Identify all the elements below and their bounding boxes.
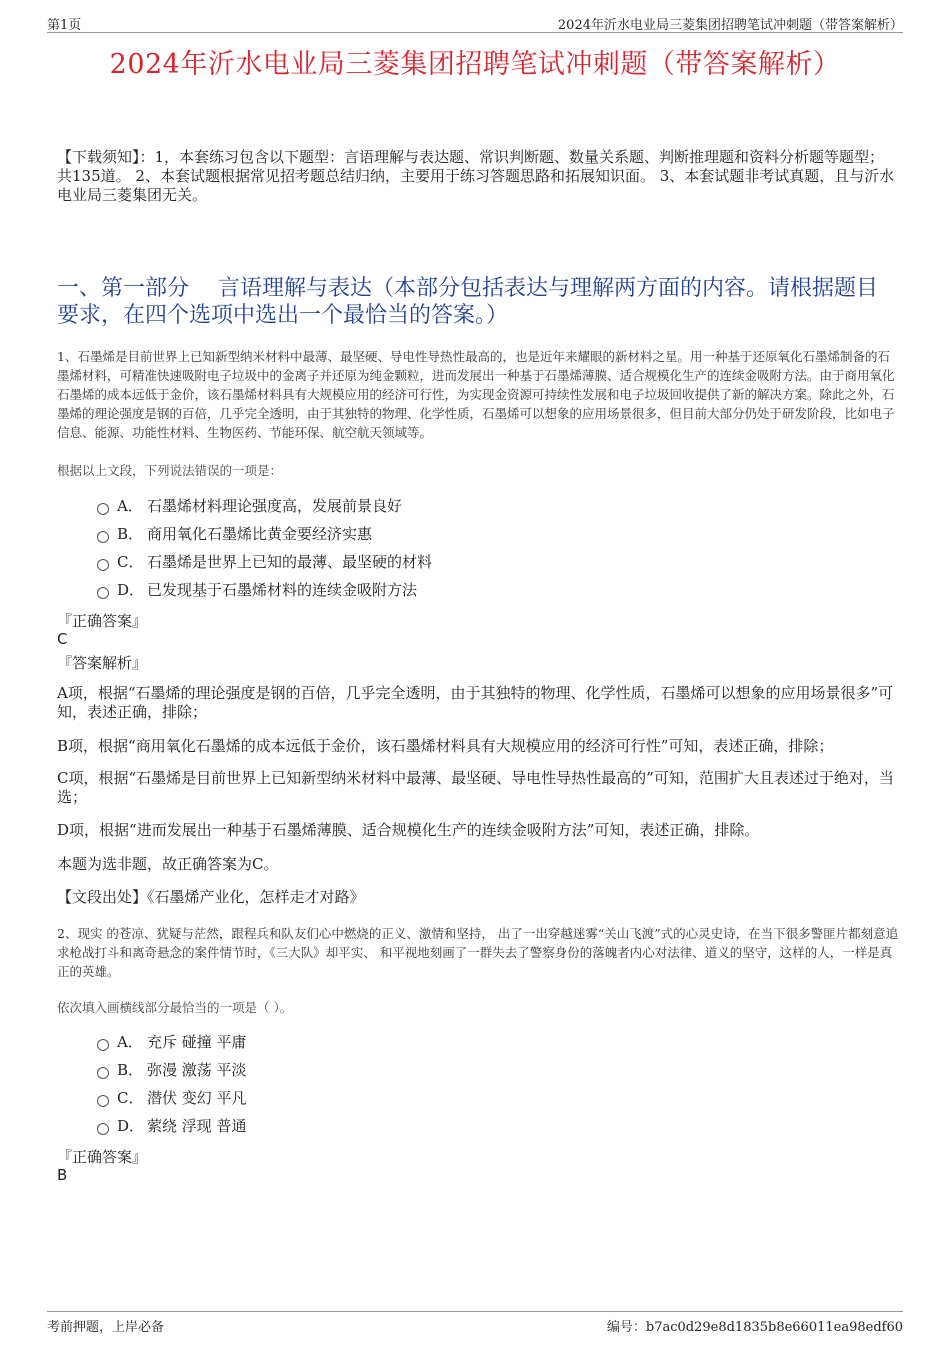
- radio-icon[interactable]: [97, 1039, 109, 1051]
- question-1-conclusion: 本题为选非题，故正确答案为C。: [57, 855, 279, 873]
- page-footer: [47, 1311, 903, 1334]
- radio-icon[interactable]: [97, 1095, 109, 1107]
- question-2-option-c[interactable]: C． 潜伏 变幻 平凡: [97, 1088, 247, 1108]
- radio-icon[interactable]: [97, 503, 109, 515]
- question-1-source: 【文段出处】《石墨烯产业化，怎样走才对路》: [57, 888, 365, 906]
- section-title: 一、第一部分 言语理解与表达（本部分包括表达与理解两方面的内容。请根据题目要求，在四个选项中选出一个最恰当的答案。）: [57, 276, 878, 328]
- question-1-answer: C: [57, 630, 68, 648]
- question-1-option-d[interactable]: D． 已发现基于石墨烯材料的连续金吸附方法: [97, 580, 417, 600]
- radio-icon[interactable]: [97, 587, 109, 599]
- question-1-option-b[interactable]: B． 商用氧化石墨烯比黄金要经济实惠: [97, 524, 372, 544]
- question-2-option-b[interactable]: B． 弥漫 激荡 平淡: [97, 1060, 247, 1080]
- question-1-analysis-b: B项，根据“商用氧化石墨烯的成本远低于金价，该石墨烯材料具有大规模应用的经济可行性”可知，表述正确，排除；: [57, 737, 834, 755]
- footer-slogan: 考前押题，上岸必备: [47, 1320, 165, 1335]
- footer-serial: 编号：b7ac0d29e8d1835b8e66011ea98edf60: [606, 1320, 903, 1335]
- question-2-prompt: 依次填入画横线部分最恰当的一项是（ ）。: [57, 1000, 293, 1015]
- question-1-analysis-label: 『答案解析』: [57, 654, 148, 672]
- question-2-option-d[interactable]: D． 萦绕 浮现 普通: [97, 1116, 247, 1136]
- question-1-analysis-d: D项，根据“进而发展出一种基于石墨烯薄膜、适合规模化生产的连续金吸附方法”可知，表述正确，排除。: [57, 821, 760, 839]
- question-2-answer: B: [57, 1166, 68, 1184]
- radio-icon[interactable]: [97, 531, 109, 543]
- document-title: 2024年沂水电业局三菱集团招聘笔试冲刺题（带答案解析）: [109, 49, 841, 80]
- page-header: [47, 10, 903, 33]
- question-2-option-a[interactable]: A． 充斥 碰撞 平庸: [97, 1032, 247, 1052]
- header-doc-title: 2024年沂水电业局三菱集团招聘笔试冲刺题（带答案解析）: [557, 18, 903, 33]
- question-2-answer-label: 『正确答案』: [57, 1148, 148, 1166]
- question-1-prompt: 根据以上文段，下列说法错误的一项是：: [57, 463, 283, 478]
- question-2-text: 2、现实 的苍凉、犹疑与茫然，跟程兵和队友们心中燃烧的正义、激情和坚持， 出了一出穿越迷雾“关山飞渡”式的心灵史诗，在当下很多警匪片都刻意追求枪战打斗和离奇悬念的案件情节时，《三大队》却平实、 和平视地刻画了一群失去了警察身份的落魄者内心对法律、道义的坚守，这样的人，一样是真正的英雄。: [57, 926, 899, 979]
- question-1-analysis-a: A项，根据“石墨烯的理论强度是钢的百倍，几乎完全透明，由于其独特的物理、化学性质，石墨烯可以想象的应用场景很多”可知，表述正确，排除；: [57, 684, 894, 721]
- download-notice: 【下载须知】：1，本套练习包含以下题型：言语理解与表达题、常识判断题、数量关系题、判断推理题和资料分析题等题型；共135道。 2、本套试题根据常见招考题总结归纳，主要用于练习答题思路和拓展知识面。 3、本套试题非考试真题，且与沂水电业局三菱集团无关。: [57, 148, 895, 204]
- radio-icon[interactable]: [97, 1123, 109, 1135]
- question-1-analysis-c: C项，根据“石墨烯是目前世界上已知新型纳米材料中最薄、最坚硬、导电性导热性最高的”可知，范围扩大且表述过于绝对，当选；: [57, 769, 894, 806]
- radio-icon[interactable]: [97, 559, 109, 571]
- question-1-text: 1、石墨烯是目前世界上已知新型纳米材料中最薄、最坚硬、导电性导热性最高的，也是近年来耀眼的新材料之星。用一种基于还原氧化石墨烯制备的石墨烯材料，可精准快速吸附电子垃圾中的金离子并还原为纯金颗粒，进而发展出一种基于石墨烯薄膜、适合规模化生产的连续金吸附方法。由于商用氧化石墨烯的成本远低于金价，该石墨烯材料具有大规模应用的经济可行性，为实现金资源可持续性发展和电子垃圾回收提供了新的解决方案。除此之外，石墨烯的理论强度是钢的百倍，几乎完全透明，由于其独特的物理、化学性质，石墨烯可以想象的应用场景很多，但目前大部分仍处于研发阶段，比如电子信息、能源、功能性材料、生物医药、节能环保、航空航天领域等。: [57, 349, 895, 440]
- page-number: 第1页: [47, 18, 82, 33]
- radio-icon[interactable]: [97, 1067, 109, 1079]
- question-1-answer-label: 『正确答案』: [57, 612, 148, 630]
- question-1-option-a[interactable]: A． 石墨烯材料理论强度高，发展前景良好: [97, 496, 402, 516]
- question-1-option-c[interactable]: C． 石墨烯是世界上已知的最薄、最坚硬的材料: [97, 552, 432, 572]
